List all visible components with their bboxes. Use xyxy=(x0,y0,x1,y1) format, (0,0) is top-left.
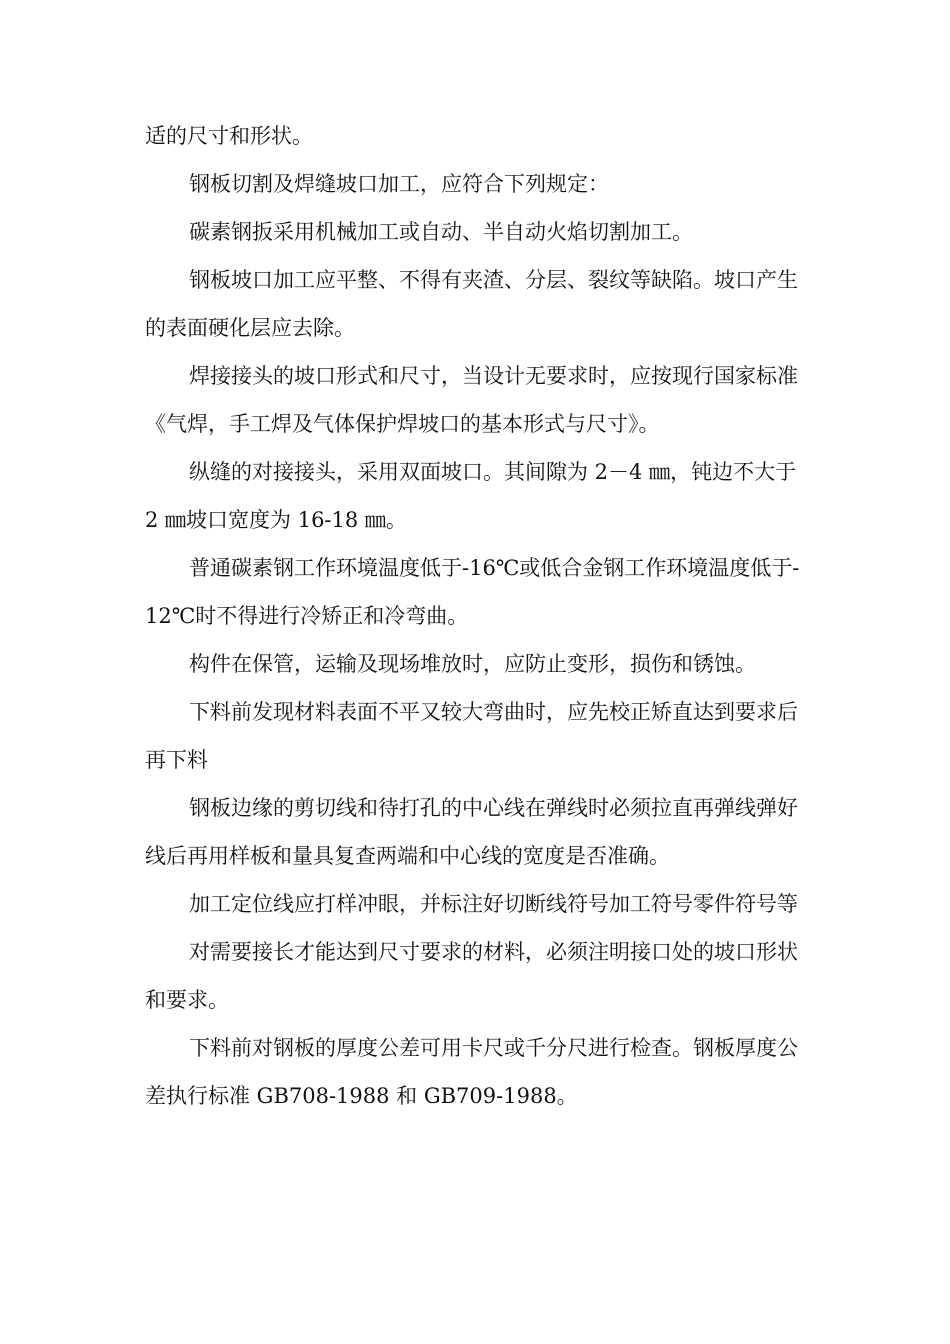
paragraph: 焊接接头的坡口形式和尺寸，当设计无要求时，应按现行国家标准《气焊，手工焊及气体保护焊坡口的基本形式与尺寸》。 xyxy=(145,364,798,436)
paragraph: 加工定位线应打样冲眼，并标注好切断线符号加工符号零件符号等 xyxy=(189,892,798,916)
paragraph: 纵缝的对接接头，采用双面坡口。其间隙为 2－4 ㎜，钝边不大于 2 ㎜坡口宽度为 16-18 ㎜。 xyxy=(145,460,797,532)
paragraph: 碳素钢扳采用机械加工或自动、半自动火焰切割加工。 xyxy=(189,220,693,244)
paragraph: 钢板坡口加工应平整、不得有夹渣、分层、裂纹等缺陷。坡口产生的表面硬化层应去除。 xyxy=(145,268,798,340)
paragraph: 普通碳素钢工作环境温度低于-16℃或低合金钢工作环境温度低于-12℃时不得进行冷矫正和冷弯曲。 xyxy=(145,556,800,628)
paragraph: 构件在保管，运输及现场堆放时，应防止变形，损伤和锈蚀。 xyxy=(189,652,756,676)
paragraph: 钢板切割及焊缝坡口加工，应符合下列规定： xyxy=(189,172,609,196)
paragraph: 下料前对钢板的厚度公差可用卡尺或千分尺进行检查。钢板厚度公差执行标准 GB708-1988 和 GB709-1988。 xyxy=(145,1036,798,1108)
paragraph: 对需要接长才能达到尺寸要求的材料，必须注明接口处的坡口形状和要求。 xyxy=(145,940,798,1012)
paragraph: 下料前发现材料表面不平又较大弯曲时，应先校正矫直达到要求后再下料 xyxy=(145,700,798,772)
paragraph-continuation: 适的尺寸和形状。 xyxy=(145,124,313,148)
document-body xyxy=(145,112,810,1120)
paragraph: 钢板边缘的剪切线和待打孔的中心线在弹线时必须拉直再弹线弹好线后再用样板和量具复查两端和中心线的宽度是否准确。 xyxy=(145,796,798,868)
